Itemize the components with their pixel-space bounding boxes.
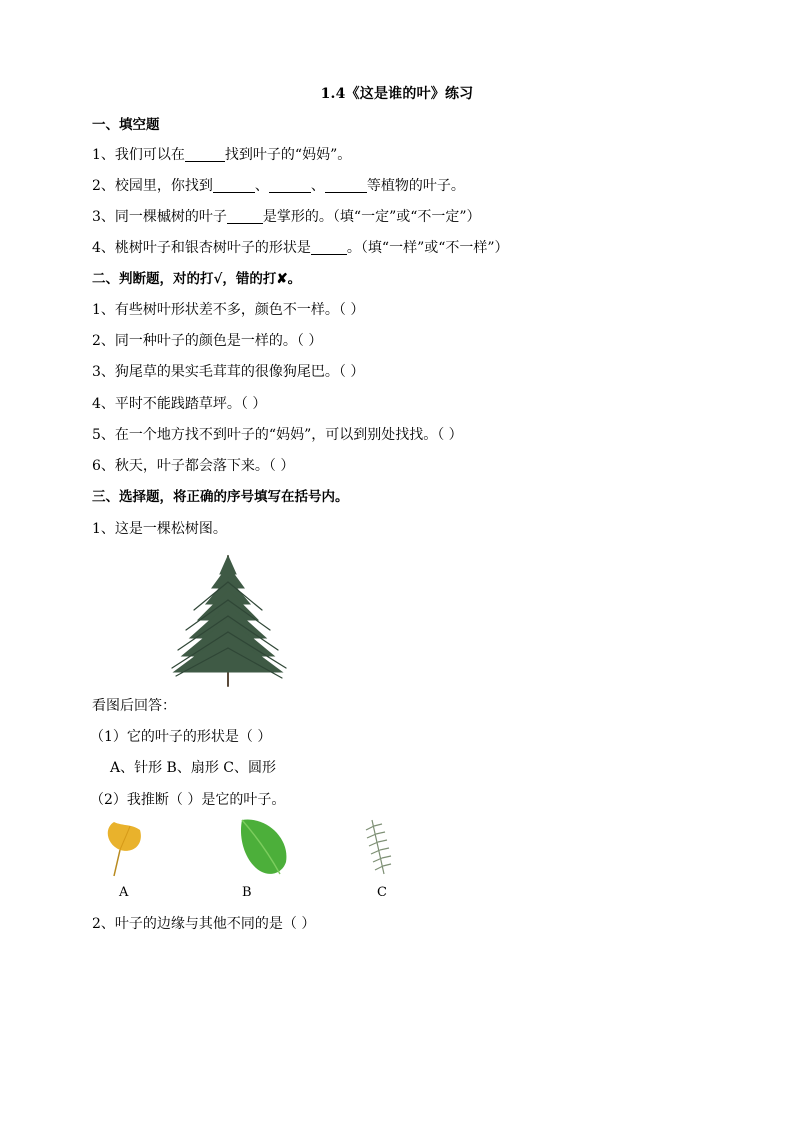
fill-q2-blank-2[interactable]: [269, 178, 311, 193]
choice-options: A、针形 B、扇形 C、圆形: [110, 760, 277, 776]
choice-question-2: 2、叶子的边缘与其他不同的是（ ）: [92, 916, 316, 932]
leaf-label-b: B: [242, 885, 252, 900]
choice-prompt: 看图后回答：: [92, 698, 176, 714]
fill-q3-text-a: 3、同一棵槭树的叶子: [92, 209, 227, 225]
judgment-item-1: 1、有些树叶形状差不多，颜色不一样。（ ）: [92, 302, 365, 318]
fill-q2-text-b: 等植物的叶子。: [366, 178, 465, 194]
leaf-label-a: A: [119, 885, 129, 900]
fill-q2-blank-1[interactable]: [213, 178, 255, 193]
fill-question-3: [92, 208, 481, 226]
pine-tree-image: [168, 552, 290, 688]
choice-sub-question-1: （1）它的叶子的形状是（ ）: [90, 729, 272, 745]
green-oval-leaf-image: [236, 816, 292, 878]
judgment-item-3: 3、狗尾草的果实毛茸茸的很像狗尾巴。（ ）: [92, 364, 365, 380]
fill-q1-text-a: 1、我们可以在: [92, 147, 185, 163]
judgment-item-5: 5、在一个地方找不到叶子的“妈妈”，可以到别处找找。（ ）: [92, 427, 463, 443]
fill-q1-blank[interactable]: [185, 147, 225, 162]
fill-q3-text-b: 是掌形的。（填“一定”或“不一定”）: [262, 209, 481, 225]
pine-needle-sprig-image: [364, 818, 392, 876]
judgment-item-4: 4、平时不能践踏草坪。（ ）: [92, 396, 267, 412]
section-fill-blank-heading: 一、填空题: [92, 117, 160, 133]
fill-q3-blank[interactable]: [227, 209, 263, 224]
fill-question-1: [92, 146, 351, 164]
judgment-item-6: 6、秋天，叶子都会落下来。（ ）: [92, 458, 295, 474]
section-choice-heading: 三、选择题，将正确的序号填写在括号内。: [92, 489, 349, 505]
fill-q1-text-b: 找到叶子的“妈妈”。: [224, 147, 352, 163]
fill-q4-text-b: 。（填“一样”或“不一样”）: [346, 240, 509, 256]
judgment-item-2: 2、同一种叶子的颜色是一样的。（ ）: [92, 333, 323, 349]
choice-question-1: 1、这是一棵松树图。: [92, 521, 227, 537]
fill-q2-blank-3[interactable]: [325, 178, 367, 193]
fill-q2-text-a: 2、校园里，你找到: [92, 178, 213, 194]
page-title: 1.4《这是谁的叶》练习: [320, 86, 474, 102]
fill-question-2: [92, 177, 465, 195]
choice-sub-question-2: （2）我推断（ ）是它的叶子。: [90, 792, 286, 808]
fill-q2-sep-1: 、: [254, 178, 269, 194]
leaf-label-c: C: [377, 885, 387, 900]
fill-q4-blank[interactable]: [311, 240, 347, 255]
section-judgment-heading: 二、判断题，对的打√，错的打✘。: [92, 271, 302, 287]
ginkgo-leaf-image: [104, 820, 144, 878]
fill-question-4: [92, 239, 509, 257]
fill-q4-text-a: 4、桃树叶子和银杏树叶子的形状是: [92, 240, 311, 256]
fill-q2-sep-2: 、: [310, 178, 325, 194]
